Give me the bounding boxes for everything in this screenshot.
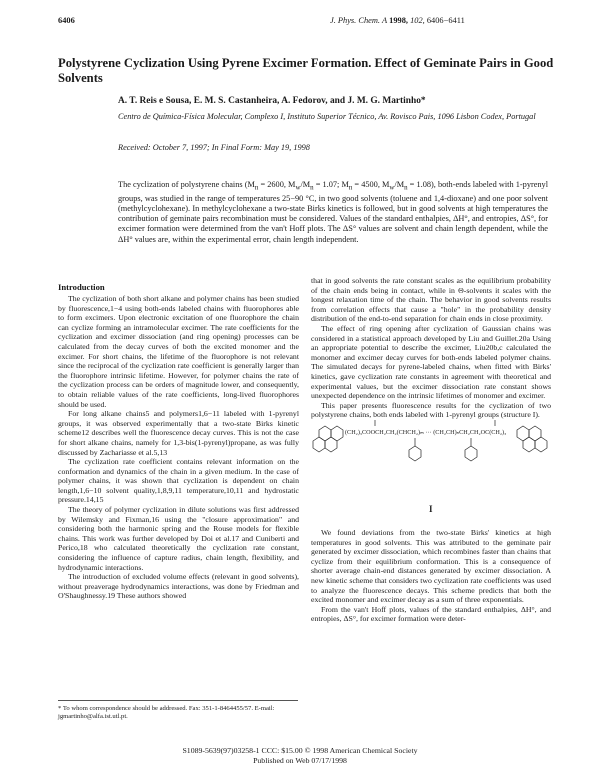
left-column: [58, 294, 299, 601]
journal-year: 1998,: [389, 16, 409, 25]
abstract-text: = 4500, M: [352, 180, 390, 189]
paragraph: For long alkane chains5 and polymers1,6−11 labeled with 1-pyrenyl groups, it was observed experimentally that a two-state Birks kinetic scheme12 describes well the fluorescence decay curves. This is not the case for short alkane chains, namely for 1,3-bis(1-pyrenyl)propane, as was fully discussed by Zachariasse et al.5,13: [58, 409, 299, 457]
abstract-text: = 2600, M: [258, 180, 296, 189]
chemical-structure-diagram: [311, 416, 551, 520]
journal-name: J. Phys. Chem. A: [330, 16, 388, 25]
copyright-line: S1089-5639(97)03258-1 CCC: $15.00 © 1998 American Chemical Society: [182, 746, 418, 755]
subscript: n: [310, 184, 314, 192]
paragraph: The cyclization of both short alkane and polymer chains has been studied by fluorescence,1−4 using both-ends labeled chains with fluorophores able to form excimers. Upon electronic excitation of one fluorophore the chain can cyclize forming an intramolecular excimer. The rate coefficients for the cyclization and excimer dissociation (and ring opening) processes can be calculated from the decay curves of both the excited monomer and the excimer. For short chains, the lifetime of the fluorophore is not relevant since the reciprocal of the cyclization rate coefficient is generally larger than the fluorophore intrinsic lifetime. However, for polymer chains the rate of the cyclization process can be orders of magnitude lower, and consequently, to obtain reliable values of the rate coefficients, long-lived fluorophores should be used.: [58, 294, 299, 409]
publication-date: Published on Web 07/17/1998: [253, 755, 347, 765]
right-column-top: [311, 276, 551, 420]
right-column-bottom: [311, 528, 551, 624]
page-number: 6406: [58, 16, 75, 25]
received-dates: Received: October 7, 1997; In Final Form: May 19, 1998: [118, 143, 310, 152]
abstract-text: = 1.07; M: [313, 180, 349, 189]
paragraph: The theory of polymer cyclization in dilute solutions was first addressed by Wilemsky and Fixman,16 using the "closure approximation" and considering both the harmonic spring and the Rouse models for flexible chains. This work was further developed by Doi et al.17 and Cuniberti and Perico,18 who calculated theoretically the cyclization rate constant, considering the influence of capture radius, chain length, flexibility, and hydrodynamic interactions.: [58, 505, 299, 572]
page-footer: [0, 746, 600, 766]
journal-volume: 102,: [410, 16, 425, 25]
paragraph: The introduction of excluded volume effects (relevant in good solvents), without preaverage hydrodynamics interactions, was done by Friedman and O'Shaughnessy.19 These authors showed: [58, 572, 299, 601]
structure-label: I: [429, 504, 433, 514]
abstract-text: /M: [300, 180, 311, 189]
pyrene-icon: [517, 426, 547, 452]
subscript: w: [389, 184, 395, 192]
footnote: * To whom correspondence should be addressed. Fax: 351-1-8464455/57. E-mail: jgmartinho@alfa.ist.utl.pt.: [58, 705, 275, 721]
phenyl-ring-icon: [409, 438, 477, 461]
affiliation: Centro de Química-Física Molecular, Complexo I, Instituto Superior Técnico, Av. Rovisco Pais, 1096 Lisbon Codex, Portugal: [118, 112, 536, 121]
paragraph: that in good solvents the rate constant scales as the equilibrium probability of the chain ends being in contact, while in Θ-solvents it scales with the longest relaxation time of the chain. The behavior in good solvents results from correlation effects that cause a "hole" in the probability density distribution of the end-to-end separation for chain ends in close proximity.: [311, 276, 551, 324]
abstract-text: The cyclization of polystyrene chains (M: [118, 180, 255, 189]
abstract-text: /M: [394, 180, 405, 189]
author-list: A. T. Reis e Sousa, E. M. S. Castanheira, A. Fedorov, and J. M. G. Martinho*: [118, 96, 426, 106]
journal-pages: 6406−6411: [426, 16, 465, 25]
paragraph: The cyclization rate coefficient contains relevant information on the conformation and dynamics of the chain in a given medium. In the case of polymer chains, it was shown that cyclization is dependent on chain length,1,6−10 solvent quality,1,8,9,11 temperature,10,11 and hydrostatic pressure.14,15: [58, 457, 299, 505]
subscript: n: [348, 184, 353, 192]
paragraph: From the van't Hoff plots, values of the standard enthalpies, ΔH°, and entropies, ΔS°, for excimer formation were deter-: [311, 604, 551, 624]
paragraph: We found deviations from the two-state Birks' kinetics at high temperatures in good solvents. This was attributed to the geminate pair generated by excimer dissociation, which recombines faster than chains that cyclize from their equilibrium conformation. This is a consequence of shorter average chain-end distances generated by excimer dissociation. A new kinetic scheme that considers two cyclization rate coefficients was used to analyze the fluorescence decays. This scheme predicts that both the excited monomer and excimer decay as a sum of three exponentials.: [311, 528, 551, 605]
subscript: w: [295, 184, 301, 192]
journal-citation: [330, 16, 465, 25]
footnote-rule: [58, 700, 298, 701]
abstract: [118, 180, 548, 245]
pyrene-icon: [313, 426, 343, 452]
section-heading-introduction: Introduction: [58, 282, 105, 292]
abstract-text: = 1.08), both-ends labeled with 1-pyrenyl groups, was studied in the range of temperatures 25−90 °C, in two good solvents (toluene and 1,4-dioxane) and one poor solvent (methylcyclohexane). In methylcyclohexane a two-state Birks kinetics is followed, but in good solvents at high temperatures the contribution of geminate pairs recombination must be considered. Values of the standard enthalpies, ΔH°, and entropies, ΔS°, for excimer formation were determined from the van't Hoff plots. The ΔS° values are solvent and chain length dependent, while the ΔH° values are, within the experimental error, chain length independent.: [118, 180, 549, 244]
structure-chain-formula: (CH₂)₃COOCH₂CH₂(CHCH₂)ₘ ··· (CH₂CH)ₙCH₂CH₂OC(CH₂)₃: [345, 429, 507, 436]
paragraph: The effect of ring opening after cyclization of Gaussian chains was considered in a statistical approach developed by Liu and Guillet.20a Using an appropriate potential to describe the excimer, Liu20b,c calculated the monomer and excimer decay curves for both-ends labeled polymer chains. The simulated decays for pyrene-labeled chains, when fitted with Birks' kinetics, gave cyclization rate constants in agreement with theoretical and experimental values, but the excimer dissociation rate constant shows unexpected dependence on the intrinsic lifetimes of monomer and excimer.: [311, 323, 551, 401]
subscript: n: [254, 184, 259, 192]
subscript: n: [404, 184, 408, 192]
paper-title: Polystyrene Cyclization Using Pyrene Excimer Formation. Effect of Geminate Pairs in Good Solvents: [58, 56, 554, 85]
paragraph: This paper presents fluorescence results for the cyclization of two polystyrene chains, both ends labeled with 1-pyrenyl groups (structure I).: [311, 400, 551, 420]
